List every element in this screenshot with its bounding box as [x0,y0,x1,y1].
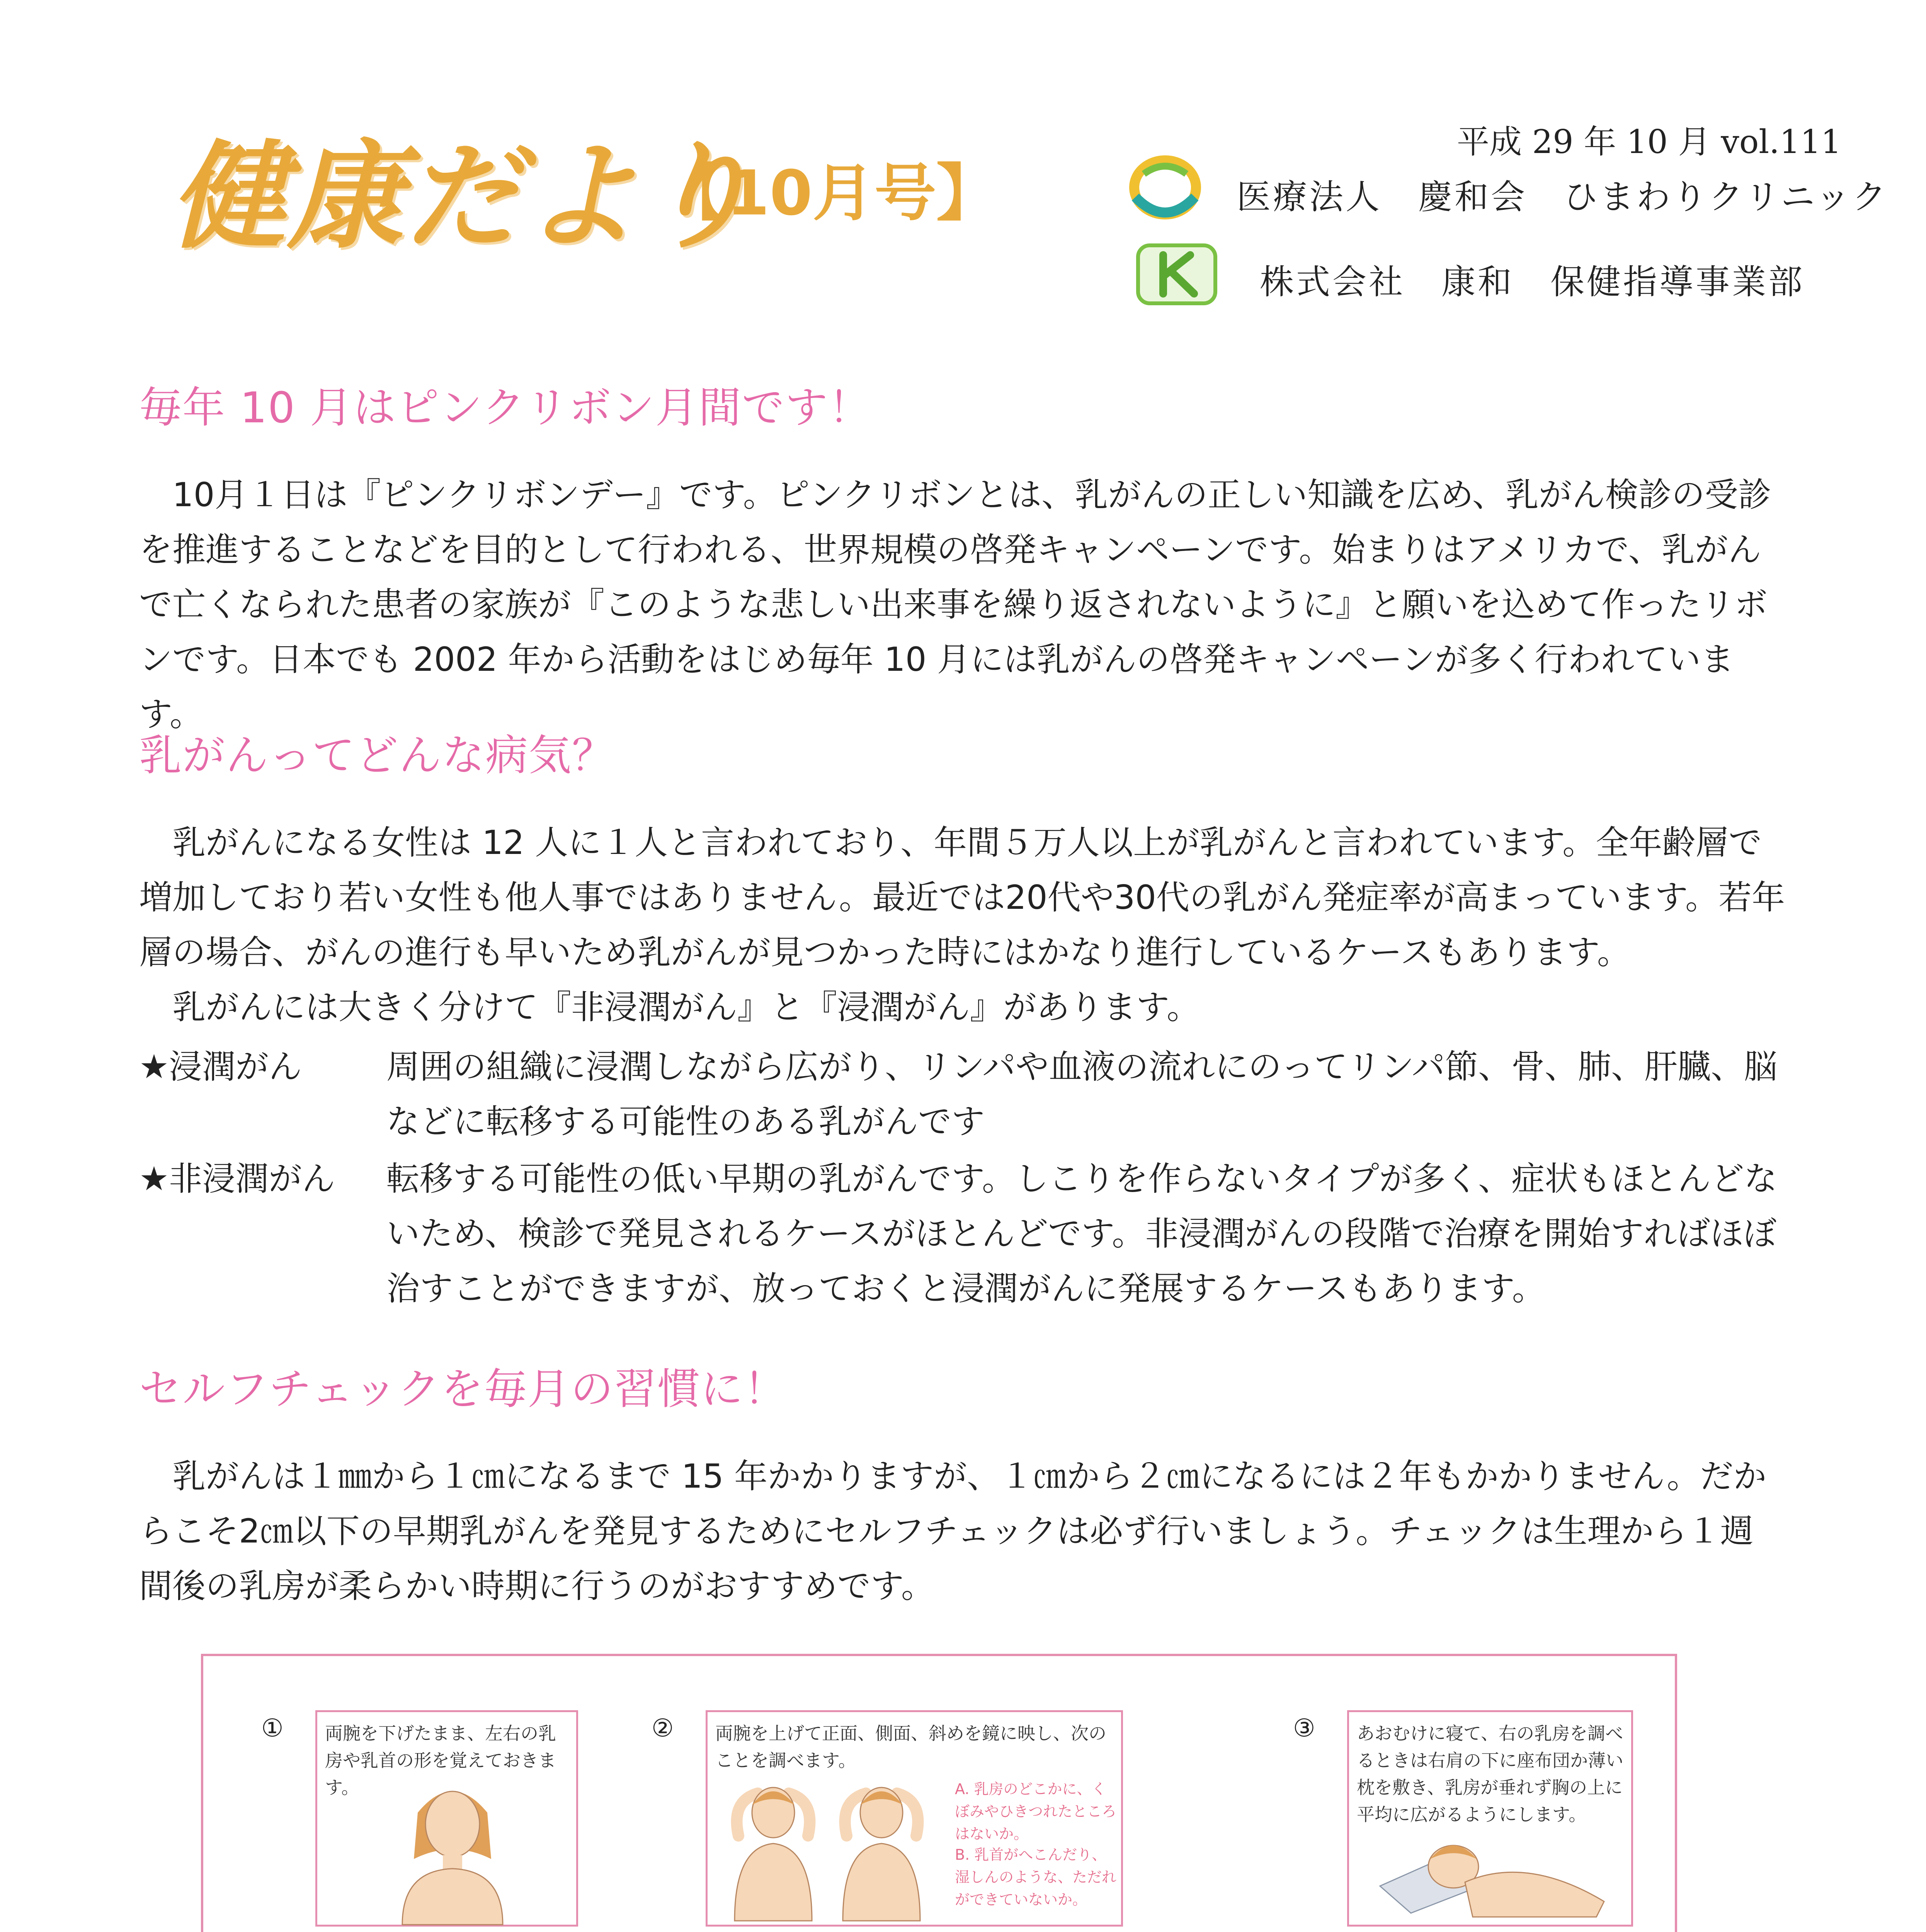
paragraph: 乳がんになる女性は 12 人に１人と言われており、年間５万人以上が乳がんと言われています。全年齢層で増加しており若い女性も他人事ではありません。最近では20代や30代の乳がん発症率が高まっています。若年層の場合、がんの進行も早いため乳がんが見つかった時にはかなり進行しているケースもあります。 [139,823,1785,972]
term-description: 転移する可能性の低い早期の乳がんです。しこりを作らないタイプが多く、症状もほとんどないため、検診で発見されるケースがほとんどです。非浸潤がんの段階で治療を開始すればほぼ治すことができますが、放っておくと浸潤がんに発展するケースもあります。 [386,1160,1778,1308]
paragraph: 乳がんには大きく分けて『非浸潤がん』と『浸潤がん』があります。 [172,988,1200,1027]
section-body-pink-ribbon [139,468,1785,742]
self-check-illustration-panel [201,1654,1677,1932]
company-logo-icon [1136,243,1217,305]
newsletter-title: 健康だより [170,129,757,264]
step-text: あおむけに寝て、右の乳房を調べるときは右肩の下に座布団か薄い枕を敷き、乳房が垂れず胸の上に平均に広がるようにします。 [1357,1723,1623,1825]
term-description: 周囲の組織に浸潤しながら広がり、リンパや血液の流れにのってリンパ節、骨、肺、肝臓、脳などに転移する可能性のある乳がんです [386,1048,1778,1141]
step-number: ① [261,1714,284,1743]
step-note-b: B. 乳首がへこんだり、湿しんのような、ただれができていないか。 [955,1846,1117,1908]
section-body-self-check [139,1449,1785,1614]
step-number: ③ [1293,1714,1315,1743]
woman-lying-down-illustration-icon [1380,1824,1612,1917]
step-text: 両腕を上げて正面、側面、斜めを鏡に映し、次のことを調べます。 [715,1723,1106,1771]
issue-date: 平成 29 年 10 月 vol.111 [1457,123,1842,161]
section-body-breast-cancer [139,815,1785,1035]
step-card-2 [706,1710,1123,1927]
clinic-name: 医療法人 慶和会 ひまわりクリニック [1237,177,1889,217]
issue-label: 【10月号】 [665,157,998,229]
clinic-logo-icon [1128,151,1202,224]
step-number: ② [652,1714,674,1743]
paragraph: 10月１日は『ピンクリボンデー』です。ピンクリボンとは、乳がんの正しい知識を広め、乳がん検診の受診を推進することなどを目的として行われる、世界規模の啓発キャンペーンです。始まりはアメリカで、乳がんで亡くなられた患者の家族が『このような悲しい出来事を繰り返されないように』と願いを込めて作ったリボンです。日本でも 2002 年から活動をはじめ毎年 10 月には乳がんの啓発キャンペーンが多く行われています。 [139,476,1771,734]
step-card-1 [315,1710,578,1927]
section-heading-self-check: セルフチェックを毎月の習慣に！ [139,1364,787,1414]
step-card-3 [1347,1710,1633,1927]
section-heading-breast-cancer: 乳がんってどんな病気？ [139,731,615,780]
step-note-a: A. 乳房のどこかに、くぼみやひきつれたところはないか。 [955,1781,1117,1842]
woman-arms-raised-illustration-icon [723,1778,939,1921]
woman-standing-illustration-icon [395,1778,510,1925]
step-text: 両腕を下げたまま、左右の乳房や乳首の形を覚えておきます。 [325,1723,556,1798]
term-label: ★浸潤がん [139,1048,302,1086]
section-heading-pink-ribbon: 毎年 10 月はピンクリボン月間です！ [139,383,872,432]
company-name: 株式会社 康和 保健指導事業部 [1260,262,1805,302]
term-label: ★非浸潤がん [139,1160,335,1198]
paragraph: 乳がんは１㎜から１㎝になるまで 15 年かかりますが、１㎝から２㎝になるには２年もかかりません。だからこそ2㎝以下の早期乳がんを発見するためにセルフチェックは必ず行いましょう。チェックは生理から１週間後の乳房が柔らかい時期に行うのがおすすめです。 [139,1457,1767,1605]
